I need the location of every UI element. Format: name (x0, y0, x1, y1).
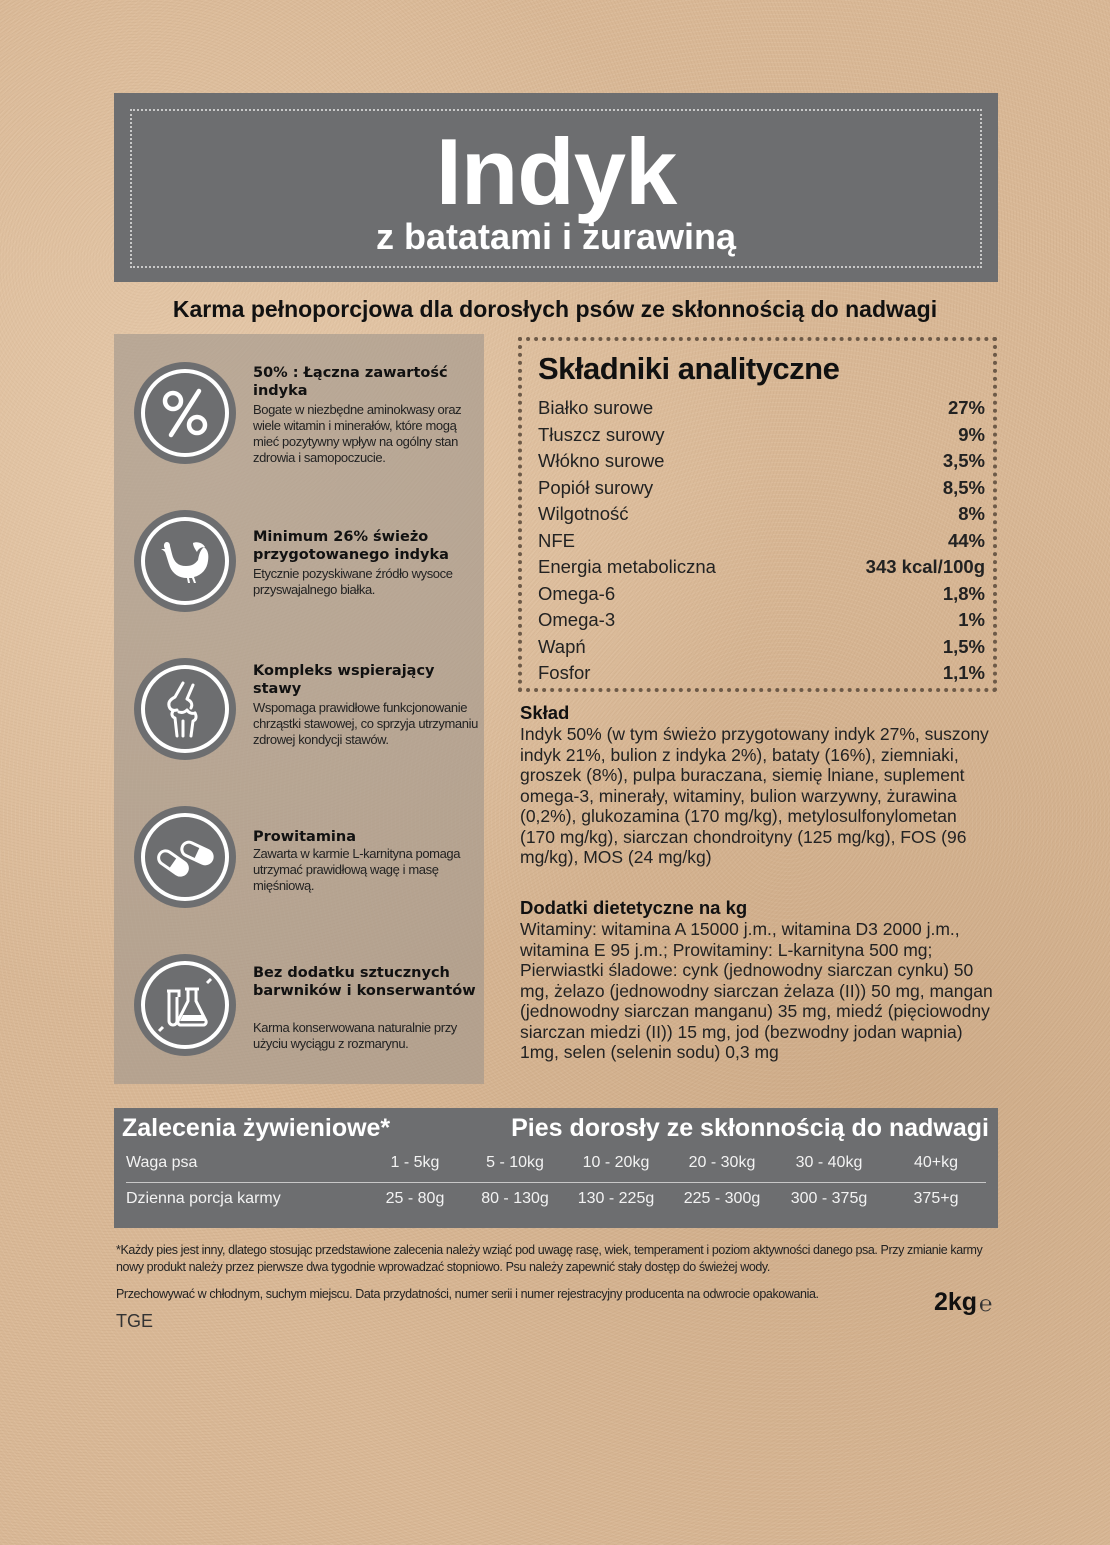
header-dotted-frame (130, 109, 982, 268)
analytic-label: NFE (538, 529, 575, 551)
feature-description: Etycznie pozyskiwane źródło wysoce przyswajalnego białka. (253, 566, 453, 597)
capsules-icon (134, 806, 236, 908)
portion-cell: 375+g (913, 1190, 959, 1207)
analytic-row (538, 581, 985, 607)
feature-title: Kompleks wspierający stawy (253, 663, 435, 697)
no-chemicals-icon (134, 954, 236, 1056)
net-weight: 2kg (934, 1288, 978, 1316)
analytic-value: 8,5% (942, 476, 985, 498)
composition-section (520, 702, 990, 868)
product-subtitle: z batatami i żurawiną (375, 216, 737, 257)
portion-label: Dzienna porcja karmy (126, 1190, 281, 1207)
analytic-title: Składniki analityczne (538, 351, 840, 386)
portion-row (126, 1187, 986, 1213)
analytic-value: 8% (958, 503, 985, 524)
analytic-value: 1,5% (942, 635, 985, 657)
analytic-label: Tłuszcz surowy (538, 423, 665, 445)
analytic-label: Wilgotność (538, 503, 629, 524)
portion-cell: 300 - 375g (790, 1190, 868, 1207)
analytic-row (538, 528, 985, 554)
product-tagline: Karma pełnoporcjowa dla dorosłych psów ze skłonnością do nadwagi (172, 296, 938, 322)
footnote: *Każdy pies jest inny, dlatego stosując przedstawione zalecenia należy wziąć pod uwagę rasę, wiek, temperament i poziom aktywności danego psa. Przy zmianie karmy nowy produkt należy przez pierwsze dwa tygodnie wprowadzać stopniowo. Psu należy zapewnić stały dostęp do świeżej wody. (116, 1243, 983, 1274)
product-header (114, 93, 998, 282)
features-panel (114, 334, 484, 1084)
analytic-value: 343 kcal/100g (865, 556, 985, 577)
turkey-icon (134, 510, 236, 612)
weight-cell: 10 - 20kg (582, 1154, 650, 1171)
portion-cell: 130 - 225g (577, 1190, 655, 1207)
analytic-value: 27% (947, 397, 985, 418)
analytic-value: 1,8% (942, 582, 985, 604)
analytic-label: Popiół surowy (538, 476, 654, 498)
analytic-label: Energia metaboliczna (538, 556, 716, 577)
table-divider (126, 1182, 986, 1183)
feeding-title: Zalecenia żywieniowe* (122, 1114, 391, 1142)
analytic-row (538, 448, 985, 474)
feature-description: Zawarta w karmie L-karnityna pomaga utrzymać prawidłową wagę i masę mięśniową. (253, 846, 461, 893)
analytic-label: Omega-6 (538, 582, 616, 604)
weight-row (126, 1151, 986, 1177)
analytic-row (538, 607, 985, 633)
feature-title: Prowitamina (253, 829, 357, 845)
analytic-row (538, 422, 985, 448)
feature-description: Karma konserwowana naturalnie przy użyciu wyciągu z rozmarynu. (253, 1020, 457, 1051)
analytic-row (538, 475, 985, 501)
analytic-value: 3,5% (942, 450, 985, 471)
analytic-row (538, 501, 985, 527)
analytical-constituents (518, 337, 997, 692)
feature-title: 50% : Łączna zawartość indyka (253, 365, 448, 399)
weight-cell: 40+kg (913, 1154, 959, 1171)
estimated-sign-icon: ℮ (979, 1292, 993, 1317)
analytic-label: Omega-3 (538, 609, 616, 630)
portion-cell: 225 - 300g (683, 1190, 761, 1207)
product-title: Indyk (435, 119, 677, 224)
feature-title: Bez dodatku sztucznych barwników i konserwantów (253, 965, 476, 999)
analytic-value: 1% (958, 609, 985, 630)
feature-title: Minimum 26% świeżo przygotowanego indyka (253, 529, 449, 563)
feature-description: Bogate w niezbędne aminokwasy oraz wiele witamin i minerałów, które mogą mieć pozytywny wpływ na ogólny stan zdrowia i samopoczucie. (253, 402, 462, 465)
feature-description: Wspomaga prawidłowe funkcjonowanie chrząstki stawowej, co sprzyja utrzymaniu zdrowej kondycji stawów. (253, 700, 478, 747)
percent-icon (134, 362, 236, 464)
analytic-value: 9% (958, 423, 985, 445)
analytic-label: Białko surowe (538, 397, 654, 418)
portion-cell: 25 - 80g (385, 1190, 445, 1207)
weight-label: Waga psa (126, 1154, 198, 1171)
composition-text: Indyk 50% (w tym świeżo przygotowany indyk 27%, suszony indyk 21%, bulion z indyka 2%), bataty (16%), ziemniaki, groszek (8%), pulpa buraczana, siemię lniane, suplement omega-3, minerały, witaminy, bulion warzywny, żurawina (0,2%), glukozamina (170 mg/kg), metylosulfonylometan (170 mg/kg), siarczan chondroityny (125 mg/kg), FOS (96 mg/kg), MOS (24 mg/kg) (520, 724, 989, 867)
analytic-row (538, 554, 985, 580)
analytic-label: Fosfor (538, 662, 591, 683)
feeding-target: Pies dorosły ze skłonnością do nadwagi (511, 1114, 989, 1142)
composition-title: Skład (520, 702, 570, 723)
weight-cell: 1 - 5kg (390, 1154, 440, 1171)
additives-title: Dodatki dietetyczne na kg (520, 897, 748, 918)
analytic-label: Wapń (538, 635, 586, 657)
storage-info: Przechowywać w chłodnym, suchym miejscu. Data przydatności, numer serii i numer rejestracyjny producenta na odwrocie opakowania. (116, 1287, 819, 1301)
additives-text: Witaminy: witamina A 15000 j.m., witamina D3 2000 j.m., witamina E 95 j.m.; Prowitaminy: L-karnityna 500 mg; Pierwiastki śladowe: cynk (jednowodny siarczan cynku) 50 mg, żelazo (jednowodny siarczan żelaza (II)) 50 mg, mangan (jednowodny siarczan manganu) 35 mg, miedź (pięciowodny siarczan miedzi (II)) 15 mg, jod (bezwodny jodan wapnia) 1mg, selen (selenin sodu) 0,3 mg (520, 919, 993, 1062)
weight-cell: 5 - 10kg (486, 1154, 544, 1171)
analytic-row (538, 395, 985, 421)
feeding-table (114, 1108, 998, 1228)
weight-cell: 30 - 40kg (795, 1154, 863, 1171)
analytic-row (538, 660, 985, 686)
code-label: TGE (116, 1311, 154, 1331)
analytic-value: 1,1% (942, 662, 985, 683)
weight-cell: 20 - 30kg (688, 1154, 756, 1171)
analytic-row (538, 634, 985, 660)
analytic-label: Włókno surowe (538, 450, 665, 471)
additives-section (520, 897, 998, 1063)
analytic-value: 44% (947, 529, 985, 551)
portion-cell: 80 - 130g (481, 1190, 549, 1207)
joint-icon (134, 658, 236, 760)
